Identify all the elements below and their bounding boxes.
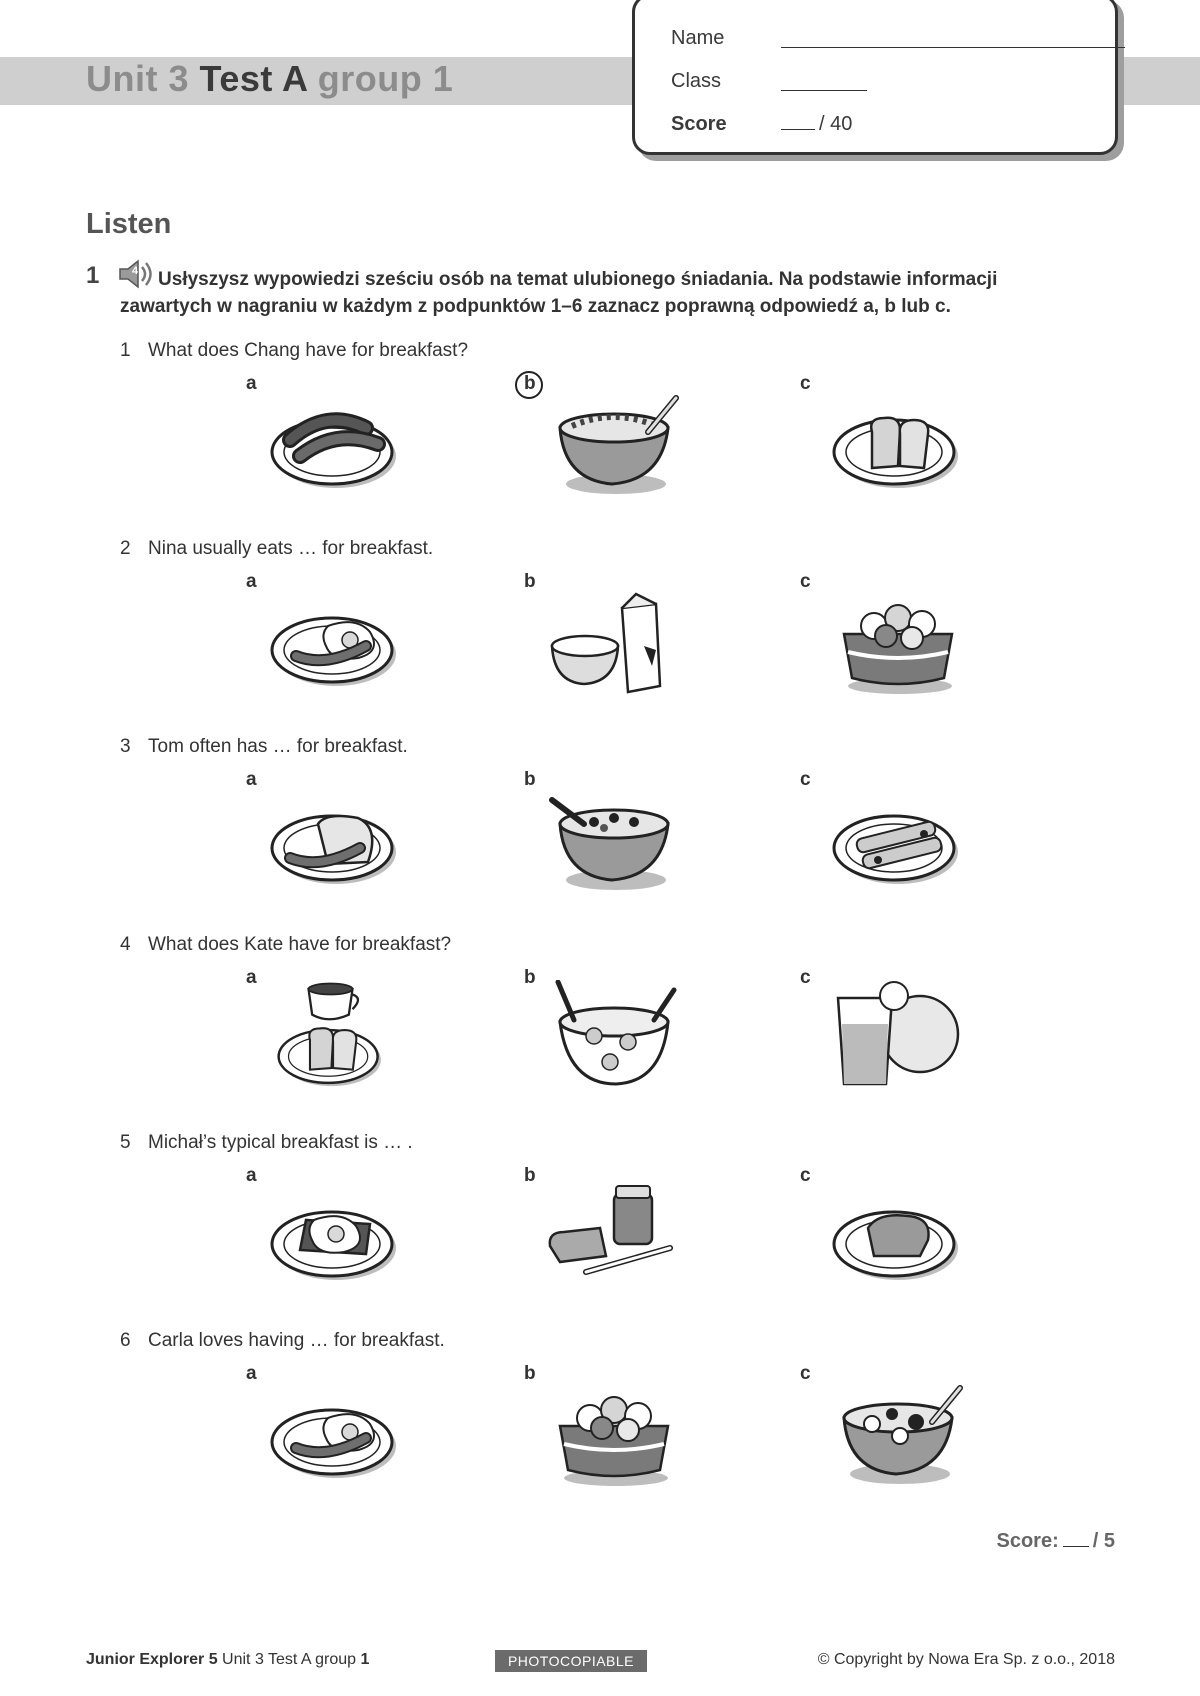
question-text: What does Chang have for breakfast?	[148, 340, 469, 361]
class-label: Class	[671, 70, 722, 92]
question-5	[120, 1132, 413, 1154]
score-total: / 40	[819, 113, 853, 135]
task-number: 1	[86, 262, 100, 289]
fruit-salad-bowl-image[interactable]	[544, 980, 684, 1090]
question-number: 4	[120, 934, 131, 955]
title-prefix: Unit 3	[86, 58, 190, 99]
question-number: 1	[120, 340, 131, 361]
footer-book-info	[86, 1651, 369, 1669]
name-label: Name	[671, 27, 725, 49]
title-strong: Test A	[199, 58, 308, 99]
question-text: Carla loves having … for breakfast.	[148, 1330, 445, 1351]
juice-bread-image[interactable]	[828, 980, 968, 1090]
question-2	[120, 538, 433, 560]
muesli-bowl-image[interactable]	[544, 784, 684, 894]
question-text: Nina usually eats … for breakfast.	[148, 538, 434, 559]
option-label-c[interactable]: c	[800, 571, 811, 592]
audio-track-number: 4	[131, 265, 139, 277]
question-text: Michał’s typical breakfast is … .	[148, 1132, 413, 1153]
question-number: 3	[120, 736, 131, 757]
task-instruction: Usłyszysz wypowiedzi sześciu osób na temat ulubionego śniadania. Na podstawie informacji zawartych w nagraniu w każdym z podpunktów 1–6 zaznacz poprawną odpowiedź a, b lub c.	[120, 269, 998, 317]
egg-bacon-plate-image[interactable]	[266, 1180, 406, 1290]
class-field[interactable]	[781, 90, 867, 91]
score-label: Score:	[996, 1530, 1059, 1552]
pancakes-plate-image[interactable]	[828, 784, 968, 894]
section-title: Listen	[86, 208, 172, 240]
footer-copyright: © Copyright by Nowa Era Sp. z o.o., 2018	[817, 1651, 1115, 1668]
name-row	[671, 27, 724, 50]
cereal-bowl-image[interactable]	[544, 388, 684, 498]
option-label-c[interactable]: c	[800, 373, 811, 394]
question-3	[120, 736, 408, 758]
student-info-box	[632, 0, 1118, 155]
footer-book-title: Junior Explorer 5	[86, 1651, 218, 1668]
question-6	[120, 1330, 445, 1352]
question-4	[120, 934, 451, 956]
title-suffix: group 1	[317, 58, 454, 99]
bread-jam-jar-image[interactable]	[544, 1180, 684, 1290]
option-label-c[interactable]: c	[800, 967, 811, 988]
class-row	[671, 70, 721, 93]
option-label-a[interactable]: a	[246, 1363, 257, 1384]
egg-sausage-plate-image[interactable]	[266, 586, 406, 696]
option-label-b[interactable]: b	[524, 967, 536, 988]
option-label-b[interactable]: b	[524, 1165, 536, 1186]
fruit-bowl-image[interactable]	[544, 1378, 684, 1488]
question-text: Tom often has … for breakfast.	[148, 736, 408, 757]
question-number: 2	[120, 538, 131, 559]
question-1	[120, 340, 468, 362]
question-number: 6	[120, 1330, 131, 1351]
option-label-a[interactable]: a	[246, 373, 257, 394]
toast-plate-image[interactable]	[828, 388, 968, 498]
bread-plate-image[interactable]	[828, 1180, 968, 1290]
egg-sausage-plate-image[interactable]	[266, 1378, 406, 1488]
tea-toast-image[interactable]	[266, 978, 406, 1088]
fruit-bowl-image[interactable]	[828, 586, 968, 696]
score-max: / 5	[1092, 1530, 1115, 1552]
score-field[interactable]	[781, 129, 815, 130]
option-label-a[interactable]: a	[246, 571, 257, 592]
option-label-b[interactable]: b	[524, 769, 536, 790]
option-label-c[interactable]: c	[800, 1165, 811, 1186]
footer-group: 1	[360, 1651, 370, 1668]
option-label-b[interactable]: b	[524, 1363, 536, 1384]
sausages-plate-image[interactable]	[266, 388, 406, 498]
option-label-a[interactable]: a	[246, 769, 257, 790]
option-label-c[interactable]: c	[800, 769, 811, 790]
exercise-score-field[interactable]	[1063, 1546, 1089, 1547]
rice-milk-carton-image[interactable]	[544, 586, 684, 696]
score-row	[671, 113, 853, 136]
question-text: What does Kate have for breakfast?	[148, 934, 452, 955]
option-label-b[interactable]: b	[524, 373, 536, 394]
score-label: Score	[671, 113, 727, 135]
page-title	[86, 58, 453, 100]
toast-sausage-plate-image[interactable]	[266, 784, 406, 894]
name-field[interactable]	[781, 47, 1125, 48]
option-label-b[interactable]: b	[524, 571, 536, 592]
question-number: 5	[120, 1132, 131, 1153]
exercise-score	[997, 1530, 1116, 1553]
muesli-bowl-image[interactable]	[828, 1378, 968, 1488]
score-value	[781, 113, 852, 136]
option-label-c[interactable]: c	[800, 1363, 811, 1384]
option-label-a[interactable]: a	[246, 1165, 257, 1186]
option-label-a[interactable]: a	[246, 967, 257, 988]
photocopiable-badge: PHOTOCOPIABLE	[495, 1650, 647, 1672]
footer-unit: Unit 3 Test A group	[222, 1651, 357, 1668]
